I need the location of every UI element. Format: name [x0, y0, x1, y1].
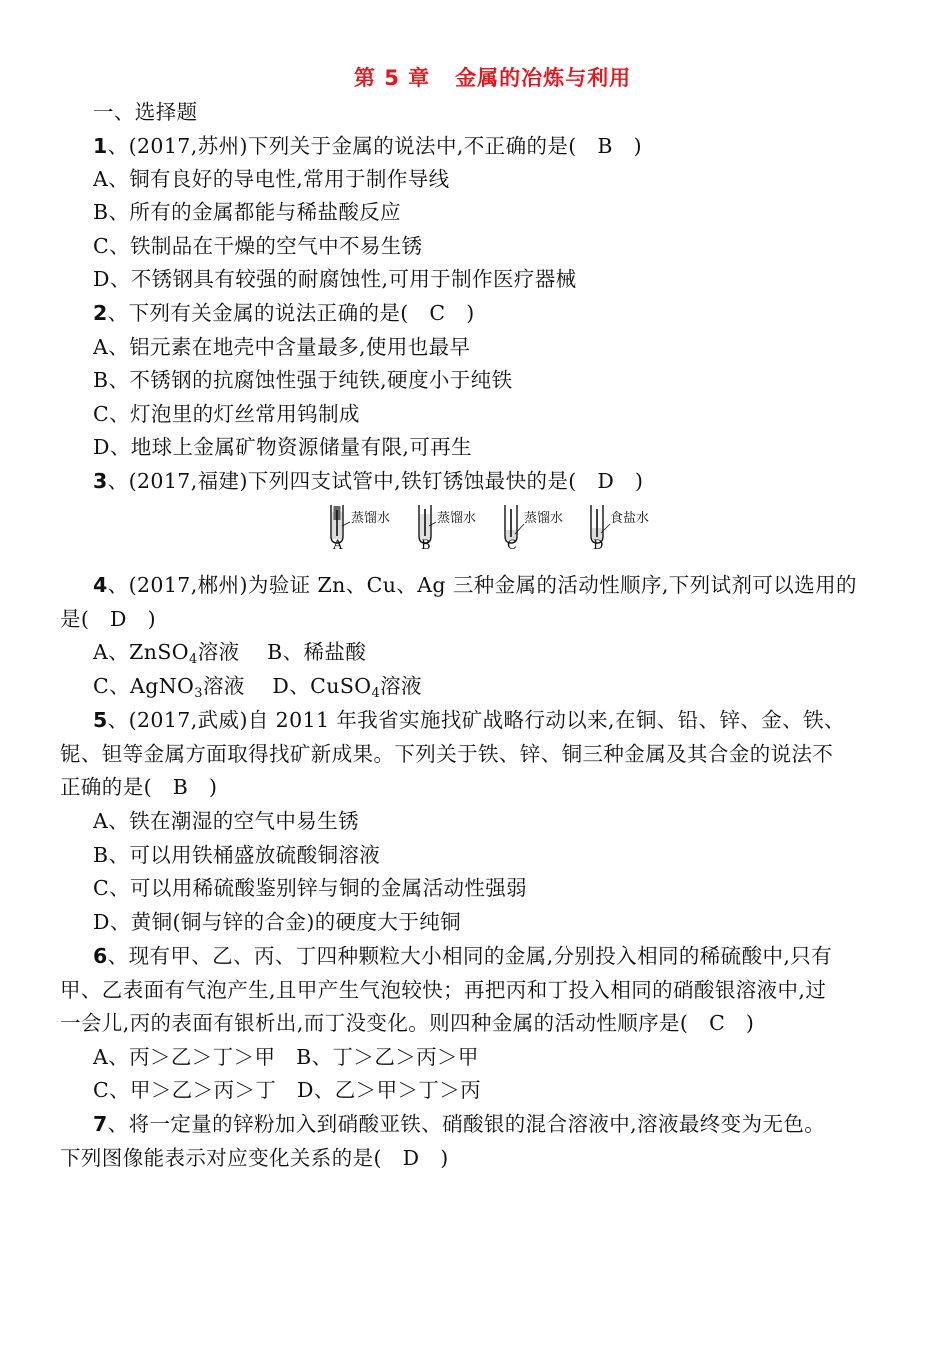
- page-title: 第 5 章 金属的冶炼与利用: [353, 66, 632, 90]
- question-text: 、(2017,武威)自 2011 年我省实施找矿战略行动以来,在铜、铅、锌、金、铁、: [107, 708, 845, 732]
- question-text: 、现有甲、乙、丙、丁四种颗粒大小相同的金属,分别投入相同的稀硫酸中,只有: [107, 944, 833, 968]
- tube-letter: B: [421, 538, 431, 550]
- question-text: 、下列有关金属的说法正确的是( C ): [107, 301, 475, 325]
- question-5-continued: 正确的是( B ): [60, 775, 218, 799]
- q5-option-c: C、可以用稀硫酸鉴别锌与铜的金属活动性强弱: [93, 876, 528, 900]
- test-tubes-diagram: [325, 502, 665, 550]
- question-4: [93, 570, 857, 600]
- question-number: 5: [93, 708, 108, 732]
- q1-option-b: B、所有的金属都能与稀盐酸反应: [93, 200, 402, 224]
- q1-option-c: C、铁制品在干燥的空气中不易生锈: [93, 234, 423, 258]
- q2-option-a: A、铝元素在地壳中含量最多,使用也最早: [93, 335, 471, 359]
- question-number: 4: [93, 573, 108, 597]
- question-7: [93, 1109, 825, 1139]
- test-tube-a: [331, 505, 390, 550]
- question-text: 、将一定量的锌粉加入到硝酸亚铁、硝酸银的混合溶液中,溶液最终变为无色。: [107, 1112, 826, 1136]
- q4-options-cd: [93, 671, 422, 709]
- q2-option-b: B、不锈钢的抗腐蚀性强于纯铁,硬度小于纯铁: [93, 368, 513, 392]
- tube-letter: D: [593, 538, 604, 550]
- question-text: 、(2017,郴州)为验证 Zn、Cu、Ag 三种金属的活动性顺序,下列试剂可以选用的: [107, 573, 857, 597]
- q1-option-a: A、铜有良好的导电性,常用于制作导线: [93, 167, 450, 191]
- question-number: 6: [93, 944, 108, 968]
- q6-options-ab: A、丙＞乙＞丁＞甲 B、丁＞乙＞丙＞甲: [93, 1045, 479, 1069]
- q5-option-b: B、可以用铁桶盛放硫酸铜溶液: [93, 843, 381, 867]
- tube-letter: A: [333, 538, 343, 550]
- question-text: 、(2017,苏州)下列关于金属的说法中,不正确的是( B ): [107, 134, 643, 158]
- question-number: 2: [93, 301, 108, 325]
- question-6: [93, 941, 832, 971]
- option-text: C、AgNO: [93, 674, 195, 698]
- question-3: [93, 466, 643, 496]
- test-tube-b: [419, 505, 476, 550]
- q4-options-ab: [93, 637, 366, 675]
- option-text: A、ZnSO: [93, 640, 190, 664]
- question-number: 7: [93, 1112, 108, 1136]
- q5-option-a: A、铁在潮湿的空气中易生锈: [93, 809, 360, 833]
- question-5: [93, 705, 845, 735]
- tube-label: 食盐水: [610, 511, 650, 526]
- tube-letter: C: [507, 538, 517, 550]
- question-7-continued: 下列图像能表示对应变化关系的是( D ): [60, 1146, 449, 1170]
- q5-option-d: D、黄铜(铜与锌的合金)的硬度大于纯铜: [93, 910, 462, 934]
- subscript: 4: [371, 686, 381, 701]
- question-2: [93, 298, 475, 328]
- question-6-continued: 甲、乙表面有气泡产生,且甲产生气泡较快；再把丙和丁投入相同的硝酸银溶液中,过: [60, 978, 827, 1002]
- q2-option-c: C、灯泡里的灯丝常用钨制成: [93, 402, 360, 426]
- option-text: 溶液 D、CuSO: [202, 674, 372, 698]
- question-1: [93, 131, 642, 161]
- section-heading: 一、选择题: [93, 100, 198, 124]
- q2-option-d: D、地球上金属矿物资源储量有限,可再生: [93, 435, 473, 459]
- question-number: 1: [93, 134, 108, 158]
- subscript: 3: [194, 686, 203, 701]
- test-tube-c: [505, 505, 563, 550]
- question-number: 3: [93, 469, 108, 493]
- subscript: 4: [189, 652, 198, 667]
- tube-label: 蒸馏水: [351, 511, 391, 526]
- question-6-continued: 一会儿,丙的表面有银析出,而丁没变化。则四种金属的活动性顺序是( C ): [60, 1011, 755, 1035]
- test-tube-figure: [325, 502, 665, 550]
- question-4-continued: 是( D ): [60, 607, 157, 631]
- question-5-continued: 铌、钽等金属方面取得找矿新成果。下列关于铁、锌、铜三种金属及其合金的说法不: [60, 742, 834, 766]
- test-tube-d: [591, 505, 649, 550]
- option-text: 溶液 B、稀盐酸: [197, 640, 367, 664]
- q6-options-cd: C、甲＞乙＞丙＞丁 D、乙＞甲＞丁＞丙: [93, 1078, 482, 1102]
- tube-label: 蒸馏水: [524, 511, 564, 526]
- q1-option-d: D、不锈钢具有较强的耐腐蚀性,可用于制作医疗器械: [93, 267, 577, 291]
- question-text: 、(2017,福建)下列四支试管中,铁钉锈蚀最快的是( D ): [107, 469, 644, 493]
- option-text: 溶液: [380, 674, 422, 698]
- tube-label: 蒸馏水: [437, 511, 477, 526]
